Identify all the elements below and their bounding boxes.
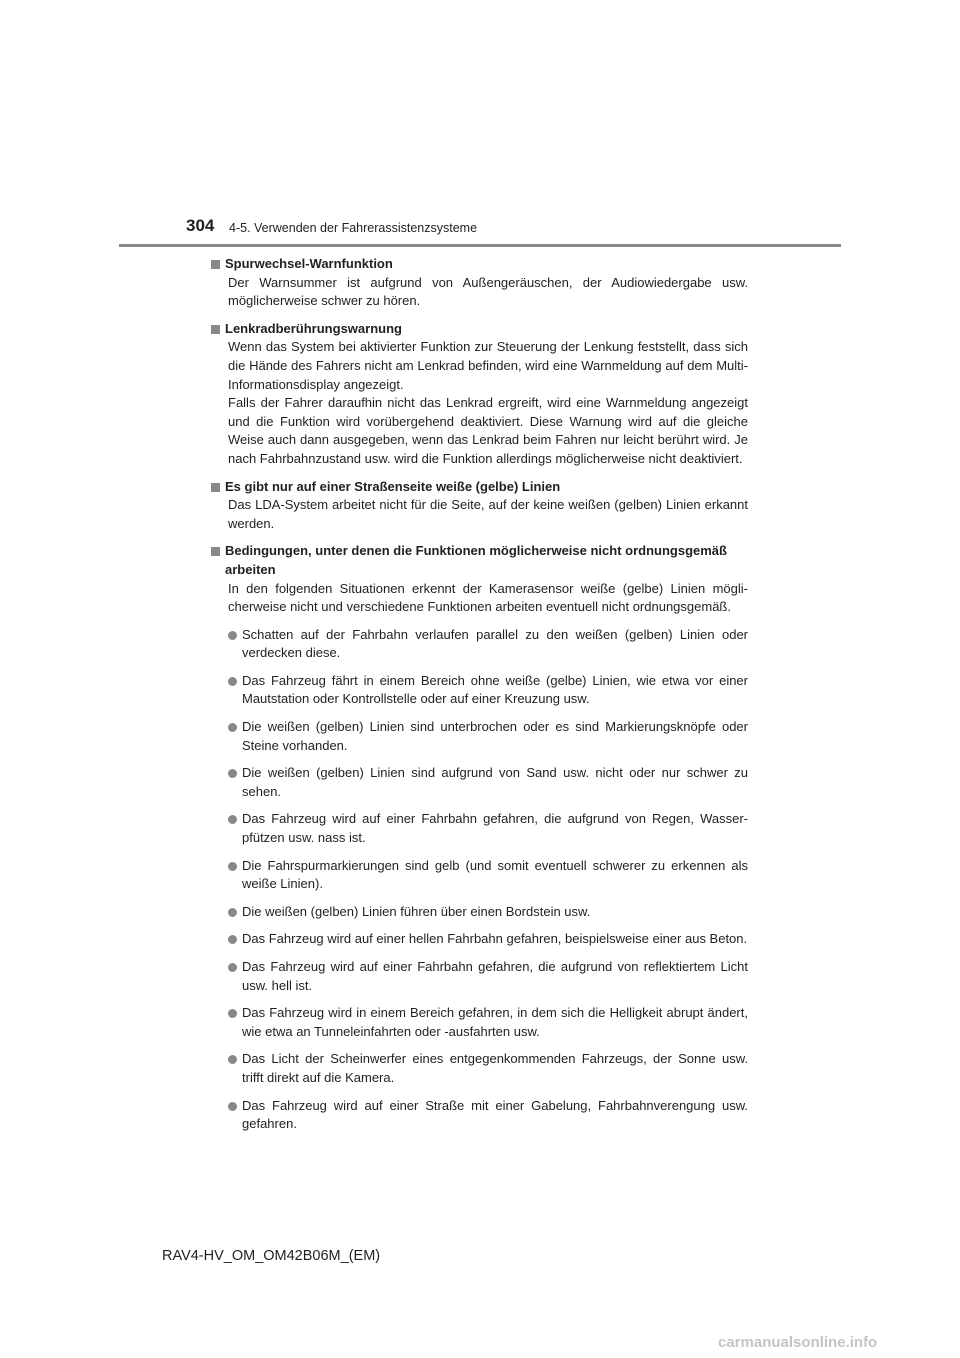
- paragraph: Falls der Fahrer daraufhin nicht das Lenkrad ergreift, wird eine Warnmeldung angezeigt und die Funktion wird vorübergehend deaktiviert. Diese Warnung wird auf die gleiche Weise auch dann ausgegeben, wenn das Lenkrad beim Fahren nur leicht berührt wird. Je nach Fahrbahnzustand usw. wird die Funktion allerdings möglicherweise nicht deaktiviert.: [228, 395, 748, 466]
- watermark: carmanualsonline.info: [718, 1334, 878, 1351]
- circle-bullet-icon: [228, 862, 237, 871]
- section-heading: [211, 478, 748, 497]
- circle-bullet-icon: [228, 723, 237, 732]
- square-bullet-icon: [211, 547, 220, 556]
- list-item: [211, 930, 748, 949]
- section-bedingungen: [211, 542, 748, 1133]
- circle-bullet-icon: [228, 908, 237, 917]
- list-item: [211, 672, 748, 709]
- square-bullet-icon: [211, 260, 220, 269]
- list-item-text: Die weißen (gelben) Linien führen über einen Bordstein usw.: [242, 903, 591, 919]
- list-item-text: Das Fahrzeug wird auf einer Straße mit einer Gabelung, Fahrbahnverengung usw. gefahren.: [242, 1097, 748, 1132]
- list-item-text: Schatten auf der Fahrbahn verlaufen parallel zu den weißen (gelben) Linien oder verdecken diese.: [242, 626, 748, 661]
- list-item: [211, 718, 748, 755]
- list-item-text: Das Fahrzeug wird auf einer Fahrbahn gefahren, die aufgrund von reflektiertem Licht usw. hell ist.: [242, 959, 748, 993]
- section-heading-text: Lenkradberührungswarnung: [225, 320, 402, 336]
- list-item-text: Das Fahrzeug wird auf einer hellen Fahrbahn gefahren, beispielsweise einer aus Beton.: [242, 931, 748, 947]
- section-heading: [211, 542, 748, 579]
- page-number: 304: [186, 216, 215, 235]
- circle-bullet-icon: [228, 963, 237, 972]
- circle-bullet-icon: [228, 1102, 237, 1111]
- section-lenkrad: [211, 320, 748, 469]
- list-item: [211, 958, 748, 995]
- list-item: [211, 857, 748, 894]
- section-heading: [211, 255, 748, 274]
- section-heading-text: Spurwechsel-Warnfunktion: [225, 256, 393, 271]
- list-item-text: Die weißen (gelben) Linien sind aufgrund von Sand usw. nicht oder nur schwer zu sehen.: [242, 765, 748, 799]
- section-spurwechsel: [211, 255, 748, 311]
- list-item-text: Das Licht der Scheinwerfer eines entgegenkommenden Fahrzeugs, der Sonne usw. trifft direkt auf die Kamera.: [242, 1051, 748, 1085]
- circle-bullet-icon: [228, 677, 237, 686]
- circle-bullet-icon: [228, 815, 237, 824]
- list-item: [211, 810, 748, 847]
- paragraph: Wenn das System bei aktivierter Funktion zur Steuerung der Lenkung feststellt, dass sich die Hände des Fahrers nicht am Lenkrad befinden, wird eine Warnmeldung auf dem Multi-Informationsdisplay angezeigt.: [228, 339, 748, 392]
- header-rule: [119, 244, 841, 247]
- list-item: [211, 1097, 748, 1134]
- list-item-text: Das Fahrzeug wird auf einer Fahrbahn gefahren, die aufgrund von Regen, Wasserpfützen usw. nass ist.: [242, 811, 748, 846]
- section-strassenseite: [211, 478, 748, 534]
- list-item-text: Die Fahrspurmarkierungen sind gelb (und somit eventuell schwerer zu erkennen als weiße Linien).: [242, 857, 748, 892]
- paragraph: Das LDA-System arbeitet nicht für die Seite, auf der keine weißen (gelben) Linien erkannt werden.: [228, 497, 748, 531]
- section-heading-text: Bedingungen, unter denen die Funktionen möglicherweise nicht ordnungsgemäß arbeiten: [225, 543, 727, 577]
- list-item-text: Die weißen (gelben) Linien sind unterbrochen oder es sind Markierungsknöpfe oder Steine vorhanden.: [242, 719, 748, 753]
- square-bullet-icon: [211, 483, 220, 492]
- chapter-title: 4-5. Verwenden der Fahrerassistenzsysteme: [229, 221, 478, 235]
- paragraph: Der Warnsummer ist aufgrund von Außengeräuschen, der Audiowiedergabe usw. möglicherweise schwer zu hören.: [228, 274, 748, 309]
- paragraph: In den folgenden Situationen erkennt der Kamerasensor weiße (gelbe) Linien möglicherweise nicht und verschiedene Funktionen arbeiten eventuell nicht ordnungsgemäß.: [228, 580, 748, 615]
- content: [211, 255, 748, 1143]
- list-item-text: Das Fahrzeug wird in einem Bereich gefahren, in dem sich die Helligkeit abrupt ändert, wie etwa an Tunneleinfahrten oder -ausfahrten usw.: [242, 1005, 748, 1039]
- square-bullet-icon: [211, 325, 220, 334]
- circle-bullet-icon: [228, 1009, 237, 1018]
- section-heading: [211, 320, 748, 339]
- list-item: [211, 903, 748, 922]
- list-item: [211, 764, 748, 801]
- list-item: [211, 626, 748, 663]
- list-item: [211, 1050, 748, 1087]
- circle-bullet-icon: [228, 769, 237, 778]
- circle-bullet-icon: [228, 1055, 237, 1064]
- list-item-text: Das Fahrzeug fährt in einem Bereich ohne weiße (gelbe) Linien, wie etwa vor einer Mautstation oder Kontrollstelle oder auf einer Kreuzung usw.: [242, 672, 748, 707]
- circle-bullet-icon: [228, 631, 237, 640]
- list-item: [211, 1004, 748, 1041]
- manual-code: RAV4-HV_OM_OM42B06M_(EM): [162, 1248, 381, 1264]
- circle-bullet-icon: [228, 935, 237, 944]
- section-heading-text: Es gibt nur auf einer Straßenseite weiße (gelbe) Linien: [225, 478, 561, 494]
